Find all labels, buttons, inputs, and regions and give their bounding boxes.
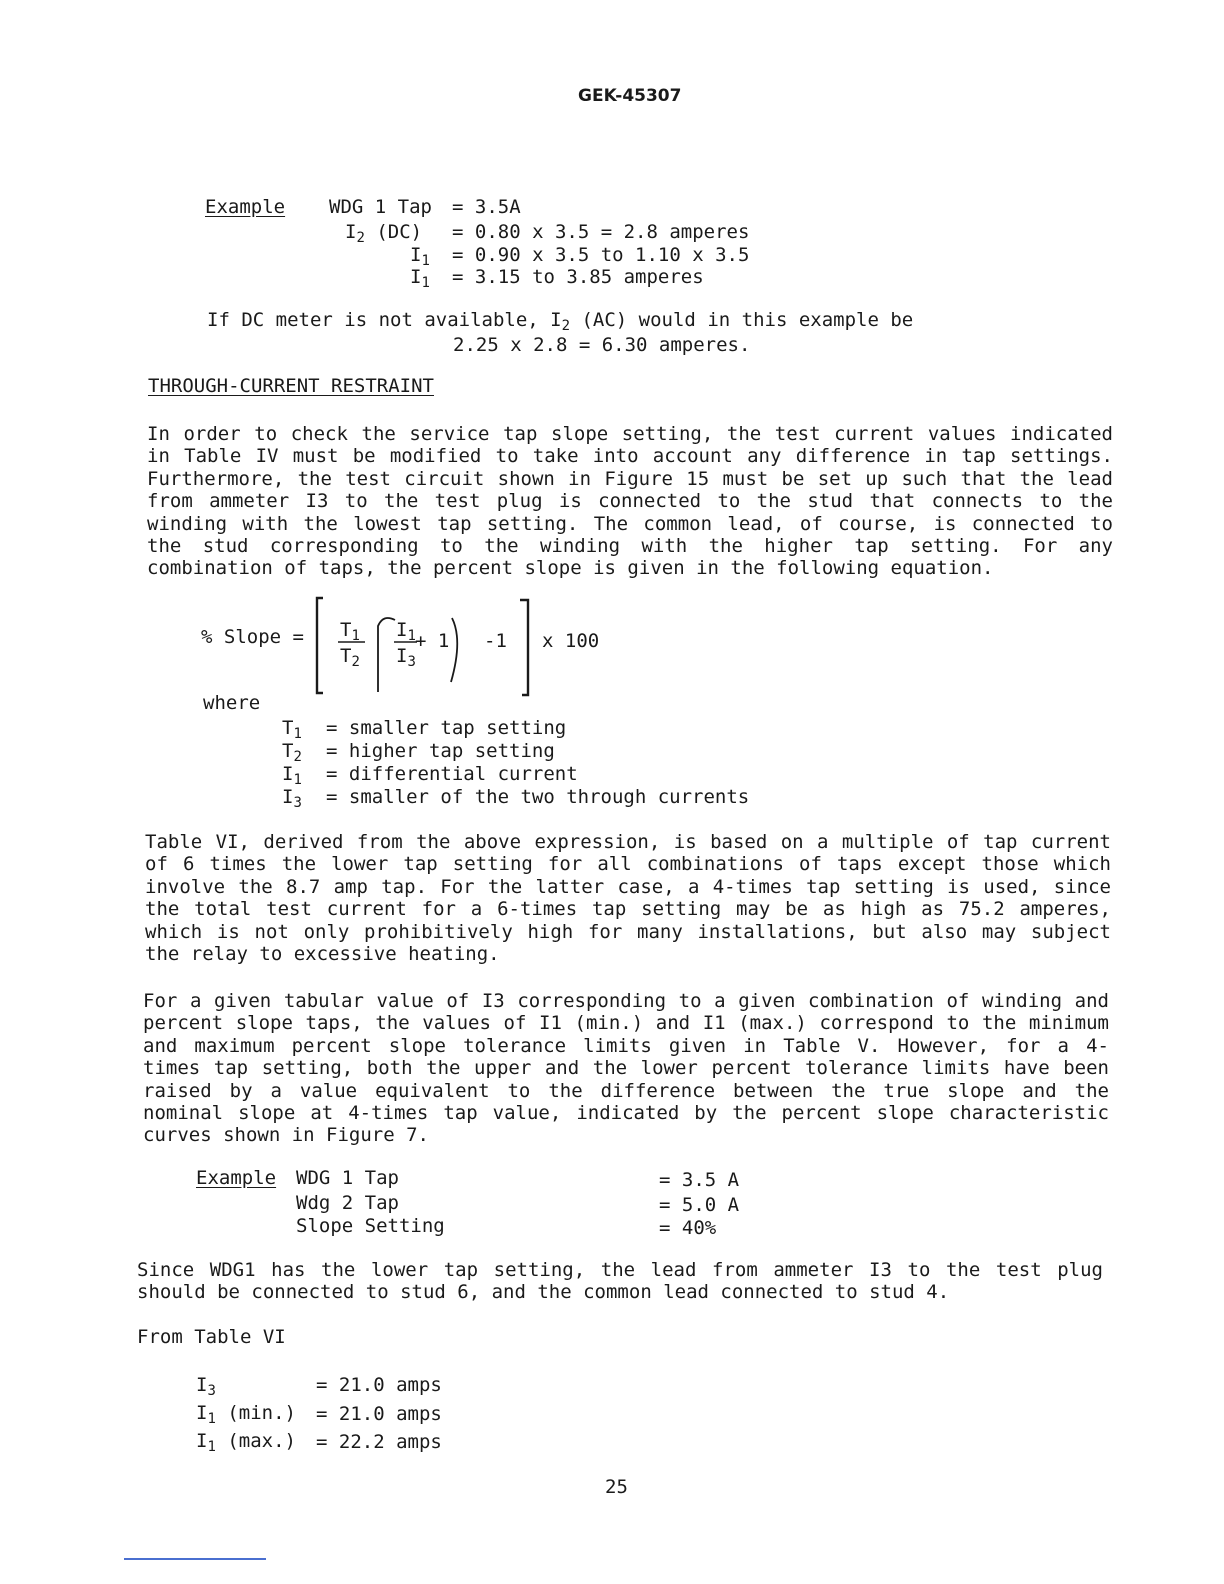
result-value-0: = 21.0 amps: [316, 1374, 442, 1396]
paragraph-3-line: raised by a value equivalent to the difference between the true slope and the: [143, 1079, 1109, 1102]
where-sym-0: $T_1$: [282, 717, 302, 742]
where-sym-3: $I_3$: [282, 786, 302, 811]
close-paren: [451, 618, 457, 682]
footnote-rule: [124, 1558, 266, 1560]
minus-one: -1: [484, 630, 507, 652]
example2-name-0: WDG 1 Tap: [296, 1167, 399, 1189]
where-desc-3: = smaller of the two through currents: [326, 786, 750, 808]
where-sym-1: $T_2$: [282, 740, 302, 765]
dc-note-line1: If DC meter is not available, $I_2$ (AC) would in this example be: [207, 309, 914, 334]
example2-name-1: Wdg 2 Tap: [296, 1192, 399, 1214]
fraction-i3: $I_3$: [396, 645, 416, 670]
divide-paren: [378, 618, 395, 692]
paragraph-2-line: of 6 times the lower tap setting for all combinations of taps except those which: [145, 853, 1111, 876]
paragraph-3-line: times tap setting, both the upper and the lower percent tolerance limits have been: [143, 1057, 1109, 1080]
paragraph-3-line: and maximum percent slope tolerance limits given in Table V. However, for a 4-: [143, 1034, 1109, 1057]
paragraph-3-line: nominal slope at 4-times tap value, indicated by the percent slope characteristic: [143, 1101, 1109, 1124]
paragraph-2: [145, 831, 1111, 965]
paragraph-4: [137, 1259, 1103, 1304]
formula-lhs: % Slope =: [201, 626, 304, 648]
paragraph-1-line: winding with the lowest tap setting. The common lead, of course, is connected to: [147, 512, 1113, 535]
paragraph-4-line: Since WDG1 has the lower tap setting, the lead from ammeter I3 to the test plug: [137, 1259, 1103, 1281]
document-id: GEK-45307: [578, 86, 682, 106]
where-desc-1: = higher tap setting: [326, 740, 555, 762]
paragraph-3-line last: curves shown in Figure 7.: [143, 1124, 429, 1147]
table-reference: From Table VI: [137, 1326, 286, 1348]
paragraph-3: [143, 990, 1109, 1147]
paragraph-1-line: in Table IV must be modified to take into account any difference in tap settings.: [147, 445, 1113, 468]
example1-expr-2: = 0.90 x 3.5 to 1.10 x 3.5: [452, 244, 750, 266]
example1-expr-0: = 3.5A: [452, 196, 521, 218]
example1-name-3: $I_1$: [410, 266, 430, 291]
paragraph-1-line: from ammeter I3 to the test plug is connected to the stud that connects to the: [147, 490, 1113, 513]
example-label: Example: [205, 196, 286, 218]
example1-name-0: WDG 1 Tap: [329, 196, 432, 218]
paragraph-1-line last: combination of taps, the percent slope is given in the following equation.: [147, 557, 994, 580]
fraction-i1: $I_1$: [396, 619, 416, 644]
paragraph-1-line: the stud corresponding to the winding with the higher tap setting. For any: [147, 534, 1113, 557]
times-100: x 100: [542, 630, 600, 652]
paragraph-1-line: Furthermore, the test circuit shown in Figure 15 must be set up such that the lead: [147, 467, 1113, 490]
example2-value-1: = 5.0 A: [659, 1194, 740, 1216]
example1-expr-3: = 3.15 to 3.85 amperes: [452, 266, 704, 288]
right-bracket: [520, 600, 528, 695]
example2-name-2: Slope Setting: [296, 1215, 445, 1237]
result-sym-1: $I_1$ (min.): [196, 1402, 296, 1427]
result-sym-2: $I_1$ (max.): [196, 1430, 296, 1455]
paragraph-1-line: In order to check the service tap slope setting, the test current values indicated: [147, 423, 1113, 445]
paragraph-3-line: For a given tabular value of I3 corresponding to a given combination of winding and: [143, 990, 1109, 1012]
where-sym-2: $I_1$: [282, 763, 302, 788]
example2-value-0: = 3.5 A: [659, 1169, 740, 1191]
paragraph-2-line last: the relay to excessive heating.: [145, 942, 500, 965]
dc-note-line2: 2.25 x 2.8 = 6.30 amperes.: [453, 334, 751, 356]
left-bracket: [317, 598, 323, 693]
result-value-1: = 21.0 amps: [316, 1403, 442, 1425]
paragraph-2-line: the total test current for a 6-times tap setting may be as high as 75.2 amperes,: [145, 898, 1111, 921]
where-desc-2: = differential current: [326, 763, 578, 785]
example1-name-2: $I_1$: [410, 244, 430, 269]
fraction-t2: $T_2$: [340, 645, 360, 670]
where-label: where: [203, 692, 261, 714]
plus-one: + 1: [415, 630, 450, 652]
result-sym-0: $I_3$: [196, 1374, 216, 1399]
section-title: THROUGH-CURRENT RESTRAINT: [148, 375, 434, 397]
example1-name-1: $I_2$ (DC): [345, 221, 423, 246]
paragraph-4-line last: should be connected to stud 6, and the common lead connected to stud 4.: [137, 1281, 950, 1304]
example2-value-2: = 40%: [659, 1217, 717, 1239]
slope-formula: [195, 592, 615, 700]
result-value-2: = 22.2 amps: [316, 1431, 442, 1453]
example2-label: Example: [196, 1167, 277, 1189]
example1-expr-1: = 0.80 x 3.5 = 2.8 amperes: [452, 221, 750, 243]
where-desc-0: = smaller tap setting: [326, 717, 567, 739]
paragraph-3-line: percent slope taps, the values of I1 (min.) and I1 (max.) correspond to the minimum: [143, 1012, 1109, 1035]
paragraph-1: [147, 423, 1113, 580]
paragraph-2-line: Table VI, derived from the above expression, is based on a multiple of tap current: [145, 831, 1111, 853]
fraction-t1: $T_1$: [340, 619, 360, 644]
paragraph-2-line: involve the 8.7 amp tap. For the latter case, a 4-times tap setting is used, since: [145, 875, 1111, 898]
paragraph-2-line: which is not only prohibitively high for many installations, but also may subject: [145, 920, 1111, 943]
page-number: 25: [605, 1476, 628, 1498]
